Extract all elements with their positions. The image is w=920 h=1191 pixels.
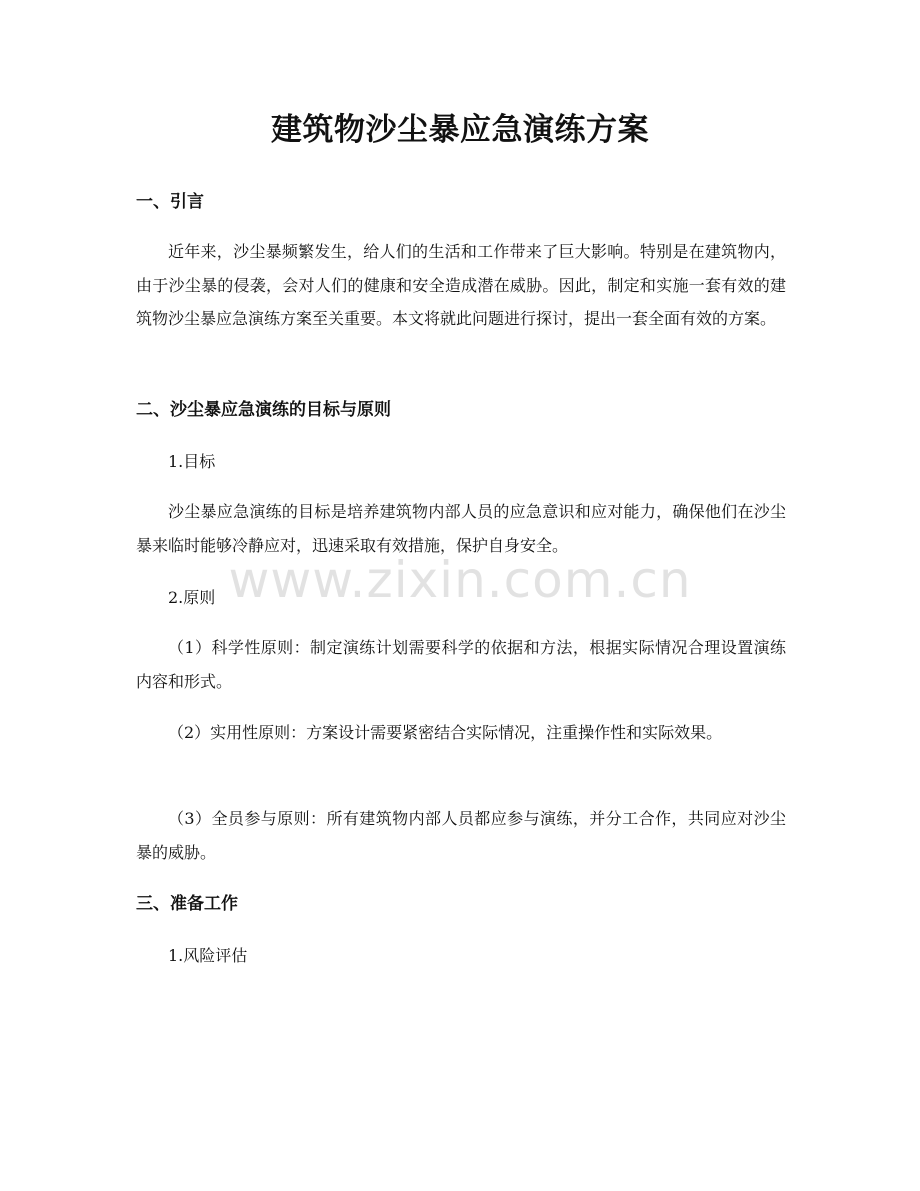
goals-target-text: 沙尘暴应急演练的目标是培养建筑物内部人员的应急意识和应对能力，确保他们在沙尘暴来临时能够冷静应对，迅速采取有效措施，保护自身安全。 [136, 502, 786, 555]
principle-2-paragraph: （2）实用性原则：方案设计需要紧密结合实际情况，注重操作性和实际效果。 [168, 723, 723, 742]
intro-paragraph: 近年来，沙尘暴频繁发生，给人们的生活和工作带来了巨大影响。特别是在建筑物内，由于沙尘暴的侵袭，会对人们的健康和安全造成潜在威胁。因此，制定和实施一套有效的建筑物沙尘暴应急演练方案至关重要。本文将就此问题进行探讨，提出一套全面有效的方案。 [136, 242, 786, 328]
principle-3-paragraph: （3）全员参与原则：所有建筑物内部人员都应参与演练，并分工合作，共同应对沙尘暴的威胁。 [136, 809, 786, 862]
prep-item-1: 1.风险评估 [168, 946, 248, 965]
watermark-text: www.zixin.com.cn [228, 551, 692, 609]
section-heading-prep: 三、准备工作 [136, 894, 238, 914]
goals-target-label: 1.目标 [168, 452, 216, 471]
principle-1-paragraph: （1）科学性原则：制定演练计划需要科学的依据和方法，根据实际情况合理设置演练内容和形式。 [136, 638, 786, 691]
section-heading-goals: 二、沙尘暴应急演练的目标与原则 [136, 400, 391, 420]
section-heading-intro: 一、引言 [136, 192, 204, 212]
document-title: 建筑物沙尘暴应急演练方案 [271, 112, 649, 148]
goals-principle-label: 2.原则 [168, 588, 216, 607]
